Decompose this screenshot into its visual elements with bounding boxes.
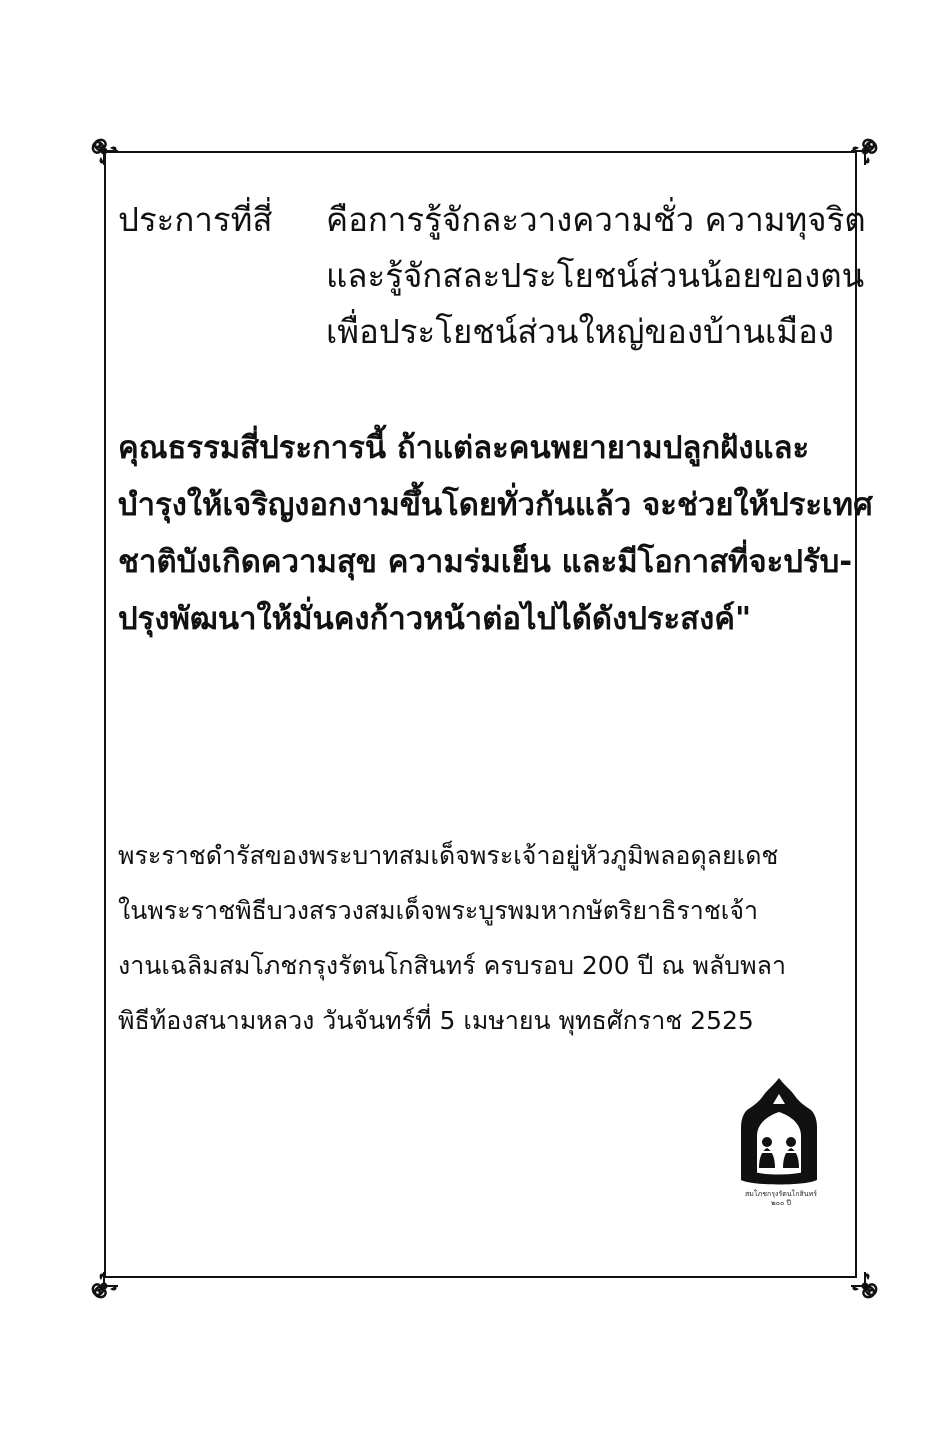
conclusion-paragraph (118, 420, 873, 648)
source-line: พระราชดำรัสของพระบาทสมเด็จพระเจ้าอยู่หัวภูมิพลอดุลยเดช (118, 841, 779, 870)
stanza-label: ประการที่สี่ (118, 200, 273, 239)
source-line: ในพระราชพิธีบวงสรวงสมเด็จพระบูรพมหากษัตริยาธิราชเจ้า (118, 896, 759, 925)
conclusion-line: ชาติบังเกิดความสุข ความร่มเย็น และมีโอกาสที่จะปรับ- (118, 544, 853, 580)
source-line: งานเฉลิมสมโภชกรุงรัตนโกสินทร์ ครบรอบ 200 ปี ณ พลับพลา (118, 951, 787, 980)
corner-ornament-icon (90, 1256, 134, 1300)
source-line: พิธีท้องสนามหลวง วันจันทร์ที่ 5 เมษายน พุทธศักราช 2525 (118, 1006, 754, 1035)
emblem-caption: สมโภชกรุงรัตนโกสินทร์ ๒๐๐ ปี (745, 1190, 817, 1207)
corner-ornament-icon (835, 137, 879, 181)
conclusion-line: คุณธรรมสี่ประการนี้ ถ้าแต่ละคนพยายามปลูกฝังและ (118, 430, 810, 466)
stanza-line: คือการรู้จักละวางความชั่ว ความทุจริต (326, 200, 866, 239)
corner-ornament-icon (835, 1256, 879, 1300)
stanza-lines (326, 192, 866, 360)
conclusion-line: บำรุงให้เจริญงอกงามขึ้นโดยทั่วกันแล้ว จะช่วยให้ประเทศ (118, 487, 873, 523)
corner-ornament-icon (90, 137, 134, 181)
conclusion-line: ปรุงพัฒนาให้มั่นคงก้าวหน้าต่อไปได้ดังประสงค์" (118, 601, 752, 637)
stanza-line: และรู้จักสละประโยชน์ส่วนน้อยของตน (326, 256, 865, 295)
source-attribution (118, 828, 848, 1048)
stanza-line: เพื่อประโยชน์ส่วนใหญ่ของบ้านเมือง (326, 312, 834, 351)
royal-pavilion-emblem-icon (733, 1076, 825, 1190)
